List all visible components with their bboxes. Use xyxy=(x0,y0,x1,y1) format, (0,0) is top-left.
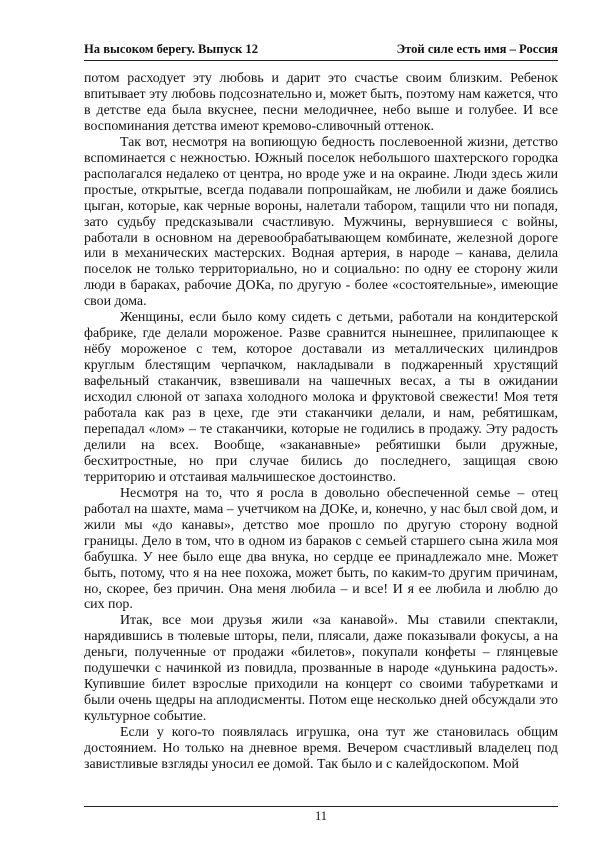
paragraph: Несмотря на то, что я росла в довольно обеспеченной семье – отец работал на шахте, мама – учетчиком на ДОКе, и, конечно, у нас был свой дом, и жили мы «до канавы», детство мое прошло по другую сторону водной границы. Дело в том, что в одном из бараков с семьей старшего сына жила моя бабушка. У нее было еще два внука, но сердце ее принадлежало мне. Может быть, потому, что я на нее похожа, может быть, по каким-то другим причинам, но, скорее, без причин. Она меня любила – и все! И я ее любила и люблю до сих пор. xyxy=(84,485,558,613)
header-book-title: На высоком берегу. Выпуск 12 xyxy=(84,42,258,56)
paragraph: Если у кого-то появлялась игрушка, она тут же становилась общим достоянием. Но только на дневное время. Вечером счастливый владелец под завистливые взгляды уносил ее домой. Так было и с калейдоскопом. Мой xyxy=(84,725,558,772)
footer-divider xyxy=(84,806,558,807)
page-number: 11 xyxy=(314,809,328,823)
header-section-title: Этой силе есть имя – Россия xyxy=(396,42,558,56)
paragraph: Так вот, несмотря на вопиющую бедность послевоенной жизни, детство вспоминается с нежностью. Южный поселок небольшого шахтерского городка располагался недалеко от центра, но вроде уже и на окраине. Люди здесь жили простые, открытые, всегда подавали попрошайкам, не любили и даже боялись цыган, которые, как черные вороны, налетали табором, тащили что ни попадя, зато судьбу предсказывали счастливую. Мужчины, вернувшиеся с войны, работали в основном на деревообрабатывающем комбинате, железной дороге или в механических мастерских. Водная артерия, в народе – канава, делила поселок не только территориально, но и социально: по одну ее сторону жили люди в бараках, рабочие ДОКа, по другую - более «состоятельные», имеющие свои дома. xyxy=(84,134,558,310)
header-divider xyxy=(84,60,558,61)
paragraph: Женщины, если было кому сидеть с детьми, работали на кондитерской фабрике, где делали мороженое. Разве сравнится нынешнее, прилипающее к нёбу мороженое с тем, которое доставали из металлических цилиндров круглым блестящим черпачком, накладывали в поджаренный хрустящий вафельный стаканчик, взвешивали на чашечных весах, а ты в ожидании исходил слюной от запаха холодного молока и фруктовой свежести! Моя тетя работала как раз в цехе, где эти стаканчики делали, и нам, ребятишкам, перепадал «лом» – те стаканчики, которые не годились в продажу. Эту радость делили на всех. Вообще, «заканавные» ребятишки были дружные, бесхитростные, но при случае бились до последнего, защищая свою территорию и отстаивая мальчишеское достоинство. xyxy=(84,310,558,485)
body-text xyxy=(84,71,558,803)
running-header xyxy=(84,40,558,58)
paragraph: потом расходует эту любовь и дарит это счастье своим близким. Ребенок впитывает эту любовь подсознательно и, может быть, поэтому нам кажется, что в детстве еда была вкуснее, песни мелодичнее, небо выше и голубее. И все воспоминания детства имеют кремово-сливочный оттенок. xyxy=(84,71,558,134)
paragraph: Итак, все мои друзья жили «за канавой». Мы ставили спектакли, нарядившись в тюлевые шторы, пели, плясали, даже показывали фокусы, а на деньги, полученные от продажи «билетов», покупали конфеты – глянцевые подушечки с начинкой из повидла, прозванные в народе «дунькина радость». Купившие билет взрослые приходили на концерт со своими табуретками и были очень щедры на аплодисменты. Потом еще несколько дней обсуждали это культурное событие. xyxy=(84,613,558,725)
